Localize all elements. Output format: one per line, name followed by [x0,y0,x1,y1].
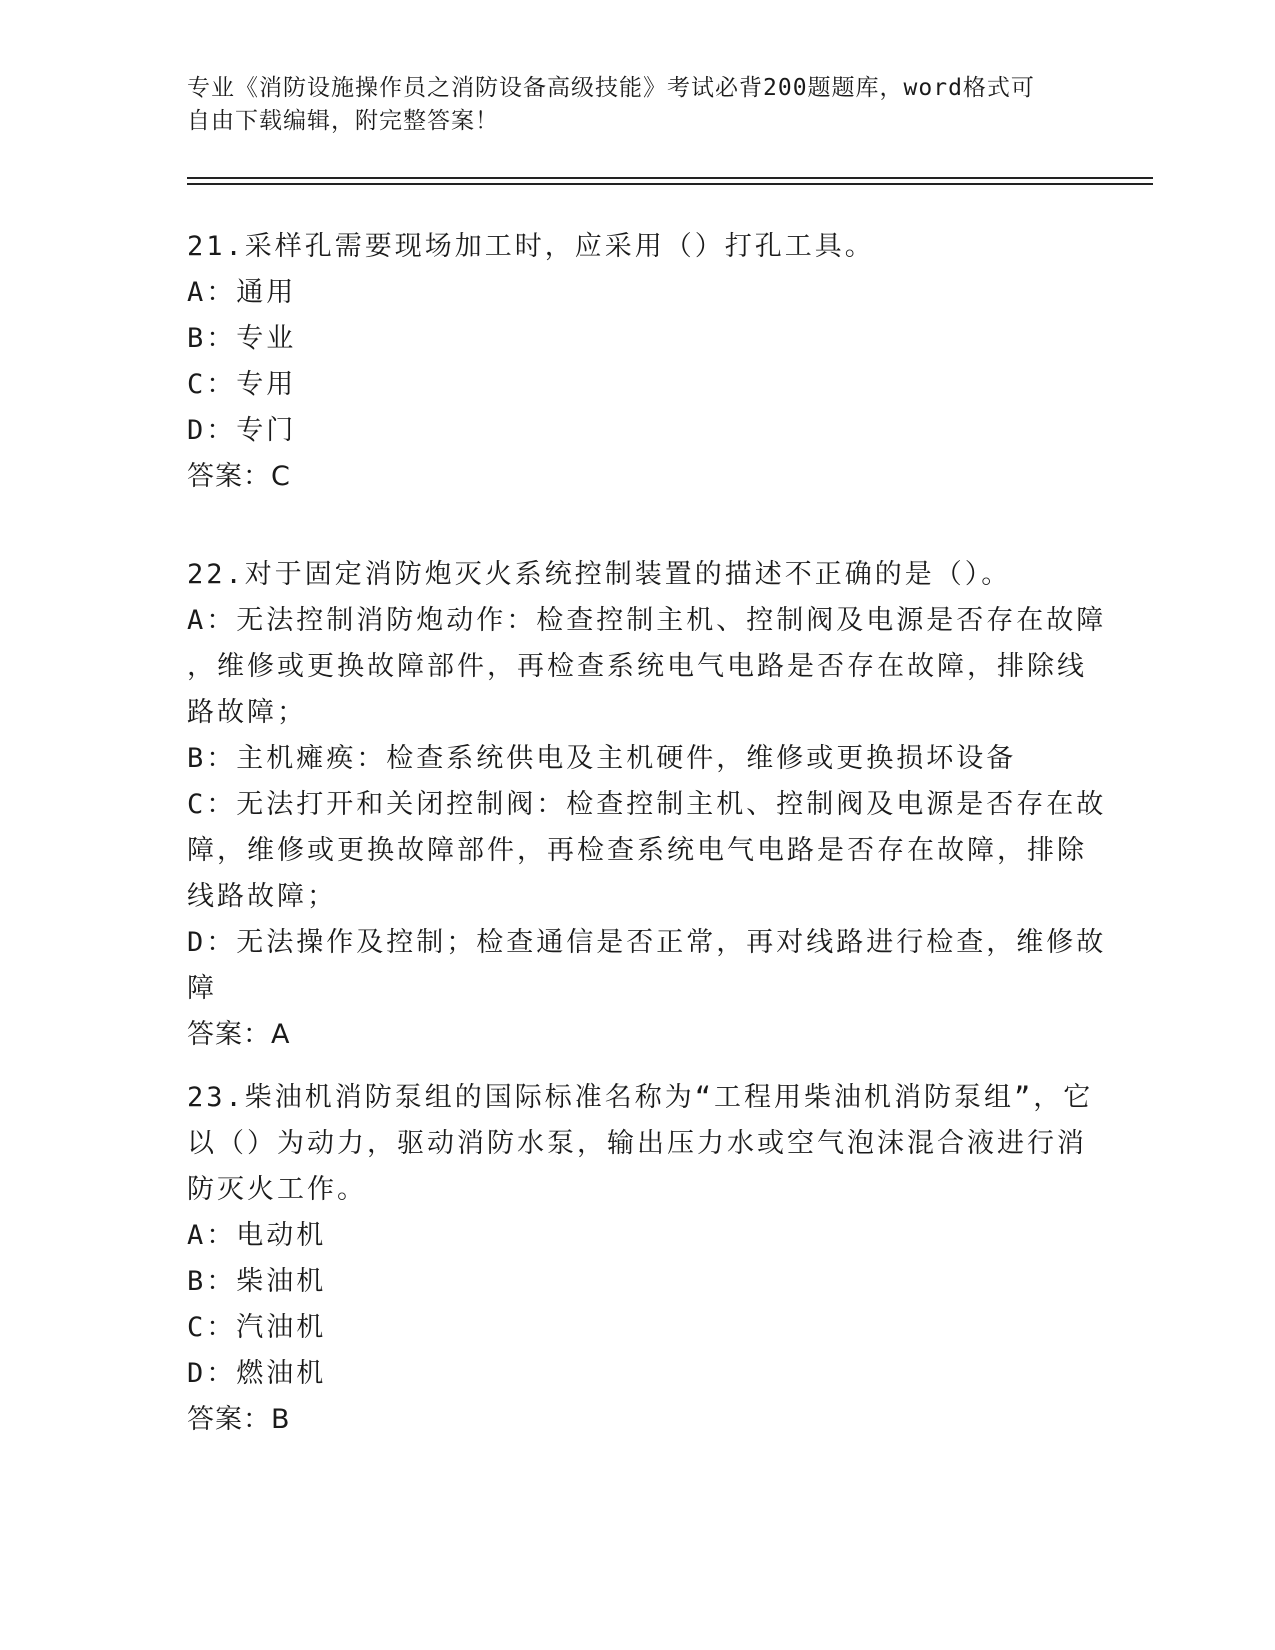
answer: 答案：A [187,1019,291,1050]
question-22 [187,552,1107,1058]
option-d: D：燃油机 [187,1358,327,1389]
document-header [187,72,1067,138]
option-a: A：通用 [187,277,297,308]
option-d: D：无法操作及控制；检查通信是否正常，再对线路进行检查，维修故 [187,927,1107,958]
option-a: A：无法控制消防炮动作：检查控制主机、控制阀及电源是否存在故障 [187,605,1107,636]
header-line: 专业《消防设施操作员之消防设备高级技能》考试必背200题题库，word格式可 [187,75,1035,101]
header-divider [187,183,1153,185]
option-c-continued: 线路故障； [187,881,337,912]
option-b: B：主机瘫痪：检查系统供电及主机硬件，维修或更换损坏设备 [187,743,1017,774]
option-b: B：柴油机 [187,1266,327,1297]
option-c: C：汽油机 [187,1312,327,1343]
answer: 答案：C [187,461,291,492]
question-stem-continued: 以（）为动力，驱动消防水泵，输出压力水或空气泡沫混合液进行消 [187,1128,1087,1159]
answer: 答案：B [187,1404,291,1435]
option-c: C：专用 [187,369,297,400]
option-d: D：专门 [187,415,297,446]
option-b: B：专业 [187,323,297,354]
option-a-continued: ，维修或更换故障部件，再检查系统电气电路是否存在故障，排除线 [187,651,1087,682]
question-23 [187,1075,1094,1443]
option-d-continued: 障 [187,973,217,1004]
question-stem: 21.采样孔需要现场加工时，应采用（）打孔工具。 [187,231,875,262]
option-a-continued: 路故障； [187,697,307,728]
question-stem: 23.柴油机消防泵组的国际标准名称为“工程用柴油机消防泵组”，它 [187,1082,1094,1113]
option-a: A：电动机 [187,1220,327,1251]
question-21 [187,224,1067,500]
question-stem: 22.对于固定消防炮灭火系统控制装置的描述不正确的是（）。 [187,559,1012,590]
question-stem-continued: 防灭火工作。 [187,1174,367,1205]
header-divider [187,177,1153,179]
option-c-continued: 障，维修或更换故障部件，再检查系统电气电路是否存在故障，排除 [187,835,1087,866]
header-line: 自由下载编辑，附完整答案！ [187,108,499,134]
option-c: C：无法打开和关闭控制阀：检查控制主机、控制阀及电源是否存在故 [187,789,1107,820]
